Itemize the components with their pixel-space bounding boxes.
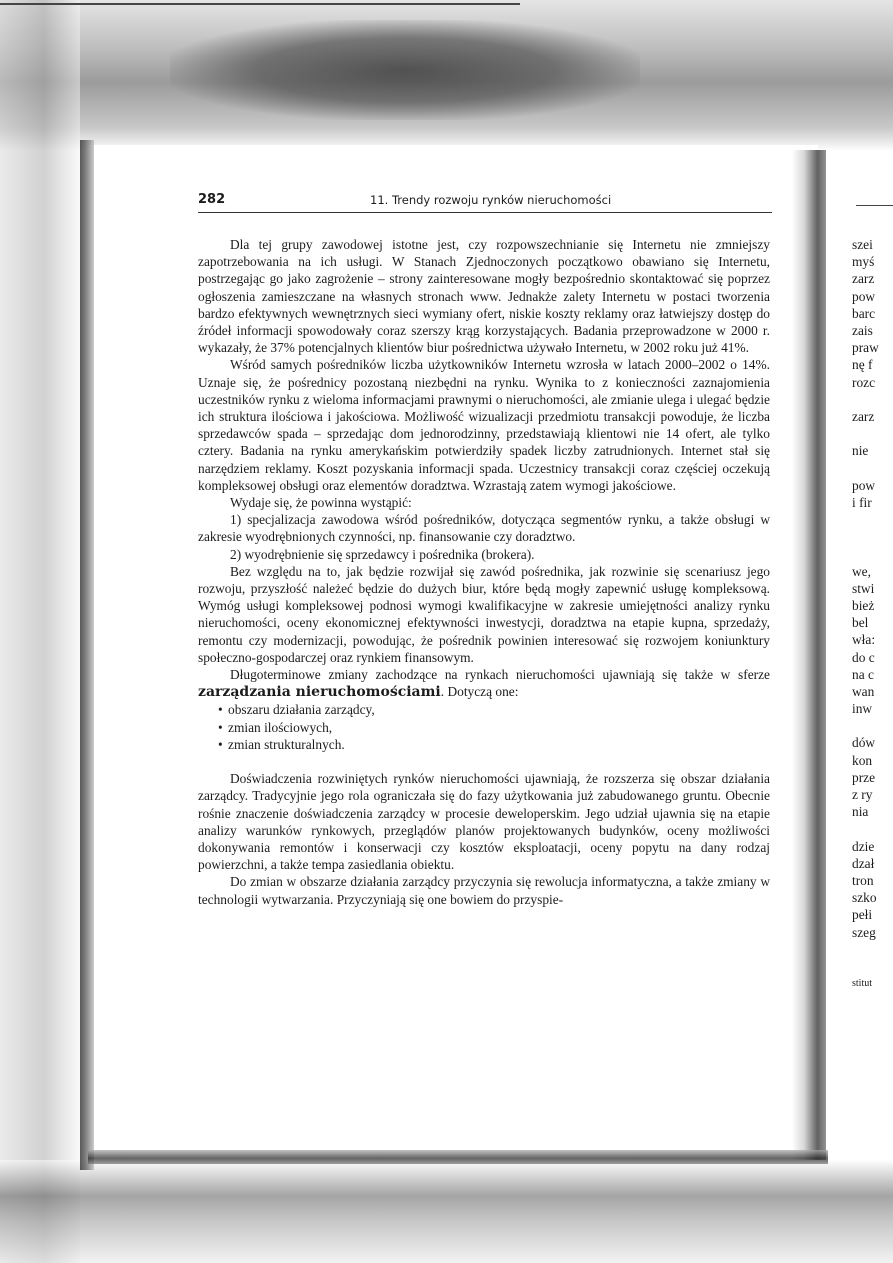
book-gutter xyxy=(792,150,826,1160)
right-page-line-fragment xyxy=(852,717,893,734)
right-page-line-fragment: myś xyxy=(852,254,875,270)
right-page-line-fragment: dów xyxy=(852,735,876,751)
right-page-line-fragment: pow xyxy=(852,477,876,493)
right-page-line-fragment: barc xyxy=(852,305,876,321)
term-property-management: zarządzania nieruchomościami xyxy=(198,684,441,701)
scan-top-rule xyxy=(0,3,520,5)
right-page-line-fragment xyxy=(852,958,893,975)
right-page-line-fragment: nie xyxy=(852,443,869,459)
scan-shadow-bottom xyxy=(0,1160,893,1263)
right-page-line-fragment xyxy=(852,545,893,562)
right-page-line-fragment: nę f xyxy=(852,357,873,373)
right-page-line-fragment: rozc xyxy=(852,374,876,390)
scan-shadow-left xyxy=(0,0,80,1263)
numbered-item-1: 1) specjalizacja zawodowa wśród pośredników, dotycząca segmentów rynku, a także obsługi w zakresie wyodrębnionych czynności, np. finansowanie czy doradztwo. xyxy=(198,512,770,545)
paragraph-5-tail: . Dotyczą one: xyxy=(440,684,519,700)
right-page-line-fragment: wła: xyxy=(852,632,876,648)
paragraph-6: Doświadczenia rozwiniętych rynków nieruchomości ujawniają, że rozszerza się obszar działania zarządcy. Tradycyjnie jego rola ograniczała się do fazy użytkowania już zabudowanego gruntu. Obecnie rośnie znaczenie doświadczenia zarządcy w procesie deweloperskim. Jego udział ujawnia się na etapie analizy warunków rynkowych, przeglądów planów projektowanych budynków, oceny możliwości dokonywania remontów i konserwacji czy kosztów eksploatacji, oceny popytu na dany rodzaj powierzchni, a także tempa zasiedlania obiektu. xyxy=(198,771,770,873)
right-page-line-fragment: nia xyxy=(852,804,869,820)
running-header xyxy=(198,192,772,213)
right-page-line-fragment xyxy=(852,425,893,442)
paragraph-5 xyxy=(198,666,770,701)
right-page-line-fragment: pow xyxy=(852,288,876,304)
right-page-line-fragment: szko xyxy=(852,890,877,906)
right-page-line-fragment xyxy=(852,459,893,476)
right-page-fragments xyxy=(852,236,893,992)
running-title: 11. Trendy rozwoju rynków nieruchomości xyxy=(370,193,612,207)
right-page-line-fragment: dzie xyxy=(852,838,875,854)
paragraph-1: Dla tej grupy zawodowej istotne jest, czy rozpowszechnianie się Internetu nie zmniejszy zapotrzebowania na ich usługi. W Stanach Zjednoczonych początkowo obawiano się Internetu, postrzegając go jako zagrożenie – strony zainteresowane mogły bezpośrednio skontaktować się poprzez ogłoszenia zamieszczane na własnych stronach www. Jednakże zalety Internetu w postaci tworzenia bardzo efektywnych wewnętrznych sieci wymiany ofert, niskie koszty reklamy oraz łatwiejszy dostęp do źródeł informacji spowodowały coraz szerszy krąg korzystających. Badania przeprowadzone w 2000 r. wykazały, że 37% potencjalnych klientów biur pośrednictwa używało Internetu, w 2002 roku już 41%. xyxy=(198,237,770,356)
right-page-line-fragment xyxy=(852,391,893,408)
right-page-line-fragment xyxy=(852,528,893,545)
right-page-line-fragment: do c xyxy=(852,649,875,665)
right-page-line-fragment: dzał xyxy=(852,855,875,871)
right-page-line-fragment: z ry xyxy=(852,787,873,802)
right-page-line-fragment: stwi xyxy=(852,580,875,596)
right-page-line-fragment: stitut xyxy=(852,978,873,990)
paragraph-7: Do zmian w obszarze działania zarządcy przyczynia się rewolucja informatyczna, a także zmiany w technologii wytwarzania. Przyczyniają się one bowiem do przyspie- xyxy=(198,874,770,907)
right-page-line-fragment: inw xyxy=(852,701,873,717)
right-page-line-fragment: pełi xyxy=(852,907,873,923)
right-page-line-fragment: zais xyxy=(852,322,873,338)
right-page-line-fragment xyxy=(852,511,893,528)
paragraph-4: Bez względu na to, jak będzie rozwijał się zawód pośrednika, jak rozwinie się scenariusz jego rozwoju, przyszłość należeć będzie do dużych biur, które będą mogły zapewnić usługę kompleksową. Wymóg usługi kompleksowej podnosi wymogi kwalifikacyjne w zakresie umiejętności analizy rynku nieruchomości, oceny ekonomicznej efektywności inwestycji, doradztwa na etapie kupna, sprzedaży, remontu czy modernizacji, powodując, że pośrednik powinien interesować się rozwojem koniunktury społeczno-gospodarczej oraz rynkiem finansowym. xyxy=(198,563,770,665)
bullet-item: • zmian strukturalnych. xyxy=(198,736,770,753)
right-page-line-fragment: prze xyxy=(852,769,876,785)
right-page-line-fragment: i fir xyxy=(852,494,872,510)
right-page-line-fragment: kon xyxy=(852,752,873,768)
right-page-line-fragment: wan xyxy=(852,683,875,699)
right-page-line-fragment: praw xyxy=(852,340,879,356)
scan-shadow-blot xyxy=(170,20,640,120)
bullet-list xyxy=(198,701,770,753)
right-page-line-fragment: zarz xyxy=(852,271,875,287)
right-page-line-fragment: szeg xyxy=(852,924,876,940)
right-page-header-rule xyxy=(856,205,893,206)
bullet-item: • obszaru działania zarządcy, xyxy=(198,701,770,718)
right-page-line-fragment xyxy=(852,941,893,958)
paragraph-5-lead: Długoterminowe zmiany zachodzące na rynkach nieruchomości ujawniają się także w sferze xyxy=(230,667,770,683)
right-page-line-fragment: na c xyxy=(852,666,874,682)
paragraph-3: Wydaje się, że powinna wystąpić: xyxy=(230,495,412,511)
right-page-line-fragment: zarz xyxy=(852,408,875,424)
right-page-line-fragment: bież xyxy=(852,597,875,613)
right-page-line-fragment: bel xyxy=(852,615,869,631)
page-number: 282 xyxy=(198,192,226,207)
right-page-line-fragment: szei xyxy=(852,237,873,252)
right-page-line-fragment: we, xyxy=(852,563,871,579)
right-page-line-fragment xyxy=(852,820,893,837)
right-page-line-fragment: tron xyxy=(852,872,874,888)
page-edge-bottom xyxy=(88,1150,828,1164)
page-edge-left xyxy=(80,140,94,1170)
bullet-item: • zmian ilościowych, xyxy=(198,719,770,736)
main-text xyxy=(198,236,770,908)
numbered-item-2: 2) wyodrębnienie się sprzedawcy i pośrednika (brokera). xyxy=(230,546,535,562)
paragraph-2: Wśród samych pośredników liczba użytkowników Internetu wzrosła w latach 2000–2002 o 14%. Uznaje się, że pośrednicy pozostaną niezbędni na rynku. Wynika to z konieczności zaznajomienia uczestników rynku z wieloma informacjami prawnymi o nieruchomości, ale zmianie ulega i ulegać będzie ich struktura ilościowa i jakościowa. Możliwość wizualizacji przedmiotu transakcji powoduje, że liczba sprzedawców spada – sprzedając dom jednorodzinny, przedstawiają klientowi nie 14 ofert, ale tylko cztery. Badania na rynku amerykańskim potwierdziły spadek liczby zatrudnionych. Internet stał się narzędziem reklamy. Koszt pozyskania informacji spada. Uczestnicy transakcji coraz częściej oczekują kompleksowej obsługi oraz elementów doradztwa. Wzrastają zatem wymogi jakościowe. xyxy=(198,357,770,493)
